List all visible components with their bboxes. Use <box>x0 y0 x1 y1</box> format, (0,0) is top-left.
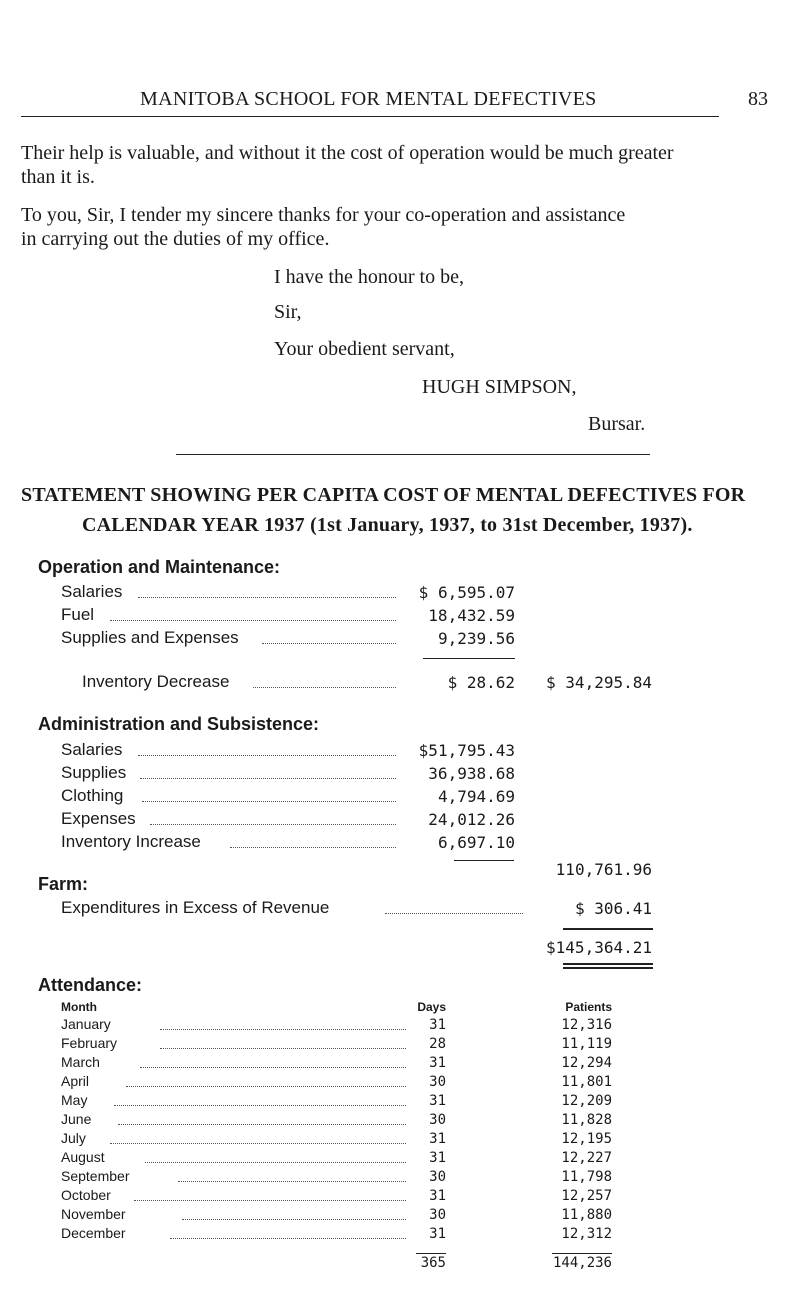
administration-total: 110,761.96 <box>555 860 652 879</box>
leader-dots <box>253 687 396 688</box>
total-patients: 144,236 <box>552 1255 612 1271</box>
days-cell: 30 <box>429 1074 446 1090</box>
leader-dots <box>134 1200 406 1201</box>
double-total-line-top <box>563 963 653 965</box>
admin-salaries-label: Salaries <box>61 740 123 759</box>
patients-cell: 12,294 <box>561 1055 612 1071</box>
admin-supplies-label: Supplies <box>61 763 127 782</box>
leader-dots <box>118 1124 406 1125</box>
leader-dots <box>140 1067 406 1068</box>
admin-expenses-label: Expenses <box>61 809 136 828</box>
operation-supplies-amount: 9,239.56 <box>437 629 515 648</box>
leader-dots <box>262 643 396 644</box>
signer-name: HUGH SIMPSON, <box>422 376 577 398</box>
letter-para2-line1: To you, Sir, I tender my sincere thanks for your co-operation and assistance <box>21 204 626 226</box>
leader-dots <box>138 597 396 598</box>
double-total-line-bottom <box>563 967 653 969</box>
letter-para2-line2: in carrying out the duties of my office. <box>21 228 330 250</box>
inventory-decrease-label: Inventory Decrease <box>82 672 230 691</box>
days-cell: 31 <box>429 1150 446 1166</box>
total-line <box>563 928 653 930</box>
leader-dots <box>126 1086 406 1087</box>
total-days: 365 <box>420 1255 446 1271</box>
patients-cell: 12,195 <box>561 1131 612 1147</box>
leader-dots <box>110 1143 406 1144</box>
days-cell: 30 <box>429 1169 446 1185</box>
patients-cell: 11,119 <box>561 1036 612 1052</box>
month-cell: August <box>61 1149 105 1165</box>
col-patients-header: Patients <box>565 1000 612 1014</box>
month-cell: October <box>61 1187 111 1203</box>
days-cell: 30 <box>429 1207 446 1223</box>
patients-cell: 11,801 <box>561 1074 612 1090</box>
days-cell: 31 <box>429 1055 446 1071</box>
patients-cell: 12,312 <box>561 1226 612 1242</box>
page-number: 83 <box>748 88 768 110</box>
admin-supplies-amount: 36,938.68 <box>428 764 515 783</box>
patients-cell: 11,798 <box>561 1169 612 1185</box>
statement-title-line2: CALENDAR YEAR 1937 (1st January, 1937, to 31st December, 1937). <box>82 514 693 536</box>
section-divider <box>176 454 650 455</box>
patients-cell: 12,227 <box>561 1150 612 1166</box>
days-cell: 31 <box>429 1017 446 1033</box>
page-header-title: MANITOBA SCHOOL FOR MENTAL DEFECTIVES <box>140 88 597 110</box>
attendance-heading: Attendance: <box>38 975 143 995</box>
month-cell: March <box>61 1054 100 1070</box>
operation-salaries-amount: $ 6,595.07 <box>418 583 515 602</box>
signer-role: Bursar. <box>588 413 646 435</box>
days-cell: 31 <box>429 1093 446 1109</box>
leader-dots <box>142 801 396 802</box>
administration-heading: Administration and Subsistence: <box>38 714 320 734</box>
operation-total: $ 34,295.84 <box>546 673 652 692</box>
subtotal-line <box>423 658 515 659</box>
farm-amount: $ 306.41 <box>574 899 652 918</box>
letter-closing: I have the honour to be, <box>274 266 464 288</box>
month-cell: June <box>61 1111 92 1127</box>
leader-dots <box>230 847 396 848</box>
operation-heading: Operation and Maintenance: <box>38 557 281 577</box>
admin-inventory-increase-label: Inventory Increase <box>61 832 201 851</box>
patients-sum-line <box>552 1253 612 1254</box>
leader-dots <box>178 1181 406 1182</box>
inventory-decrease-amount: $ 28.62 <box>447 673 515 692</box>
days-cell: 31 <box>429 1131 446 1147</box>
month-cell: September <box>61 1168 130 1184</box>
letter-para1-line2: than it is. <box>21 166 95 188</box>
patients-cell: 12,316 <box>561 1017 612 1033</box>
month-cell: May <box>61 1092 88 1108</box>
letter-salutation: Sir, <box>274 301 302 323</box>
days-cell: 31 <box>429 1188 446 1204</box>
month-cell: February <box>61 1035 118 1051</box>
grand-total: $145,364.21 <box>546 938 652 957</box>
leader-dots <box>160 1029 406 1030</box>
col-month-header: Month <box>61 1000 97 1014</box>
days-cell: 30 <box>429 1112 446 1128</box>
admin-expenses-amount: 24,012.26 <box>428 810 515 829</box>
patients-cell: 11,828 <box>561 1112 612 1128</box>
days-cell: 31 <box>429 1226 446 1242</box>
leader-dots <box>145 1162 406 1163</box>
leader-dots <box>385 913 523 914</box>
days-cell: 28 <box>429 1036 446 1052</box>
leader-dots <box>110 620 396 621</box>
operation-salaries-label: Salaries <box>61 582 123 601</box>
operation-fuel-label: Fuel <box>61 605 95 624</box>
letter-para1-line1: Their help is valuable, and without it the cost of operation would be much greater <box>21 142 674 164</box>
month-cell: July <box>61 1130 86 1146</box>
admin-clothing-label: Clothing <box>61 786 124 805</box>
letter-sign-off: Your obedient servant, <box>274 338 455 360</box>
statement-title-line1: STATEMENT SHOWING PER CAPITA COST OF MENTAL DEFECTIVES FOR <box>21 484 746 506</box>
leader-dots <box>114 1105 406 1106</box>
patients-cell: 12,257 <box>561 1188 612 1204</box>
leader-dots <box>182 1219 406 1220</box>
patients-cell: 11,880 <box>561 1207 612 1223</box>
admin-salaries-amount: $51,795.43 <box>418 741 515 760</box>
admin-clothing-amount: 4,794.69 <box>437 787 515 806</box>
month-cell: November <box>61 1206 126 1222</box>
admin-inventory-increase-amount: 6,697.10 <box>437 833 515 852</box>
leader-dots <box>140 778 396 779</box>
month-cell: April <box>61 1073 90 1089</box>
leader-dots <box>138 755 396 756</box>
farm-heading: Farm: <box>38 874 89 894</box>
month-cell: January <box>61 1016 111 1032</box>
farm-expenditures-label: Expenditures in Excess of Revenue <box>61 898 330 917</box>
operation-fuel-amount: 18,432.59 <box>428 606 515 625</box>
operation-supplies-label: Supplies and Expenses <box>61 628 239 647</box>
header-rule <box>21 116 719 117</box>
patients-cell: 12,209 <box>561 1093 612 1109</box>
days-sum-line <box>416 1253 446 1254</box>
leader-dots <box>170 1238 406 1239</box>
col-days-header: Days <box>417 1000 446 1014</box>
subtotal-line <box>454 860 514 861</box>
month-cell: December <box>61 1225 126 1241</box>
leader-dots <box>160 1048 406 1049</box>
leader-dots <box>150 824 396 825</box>
